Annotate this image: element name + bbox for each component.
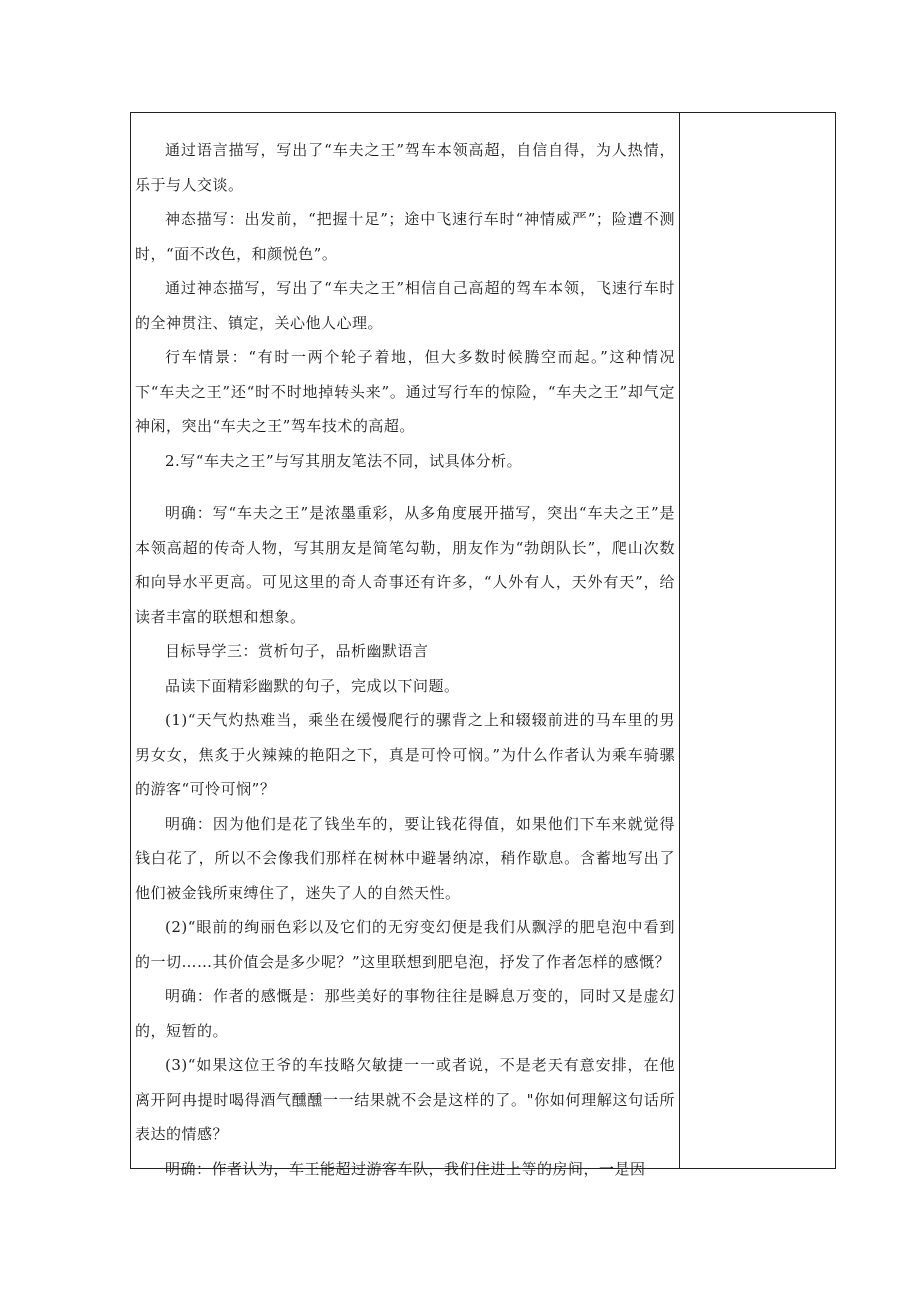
question-item: (3)“如果这位王爷的车技略欠敏捷一一或者说，不是老天有意安排，在他离开阿冉提时喝得酒气醺醺一一结果就不会是这样的了。"你如何理解这句话所表达的情感？ <box>135 1056 675 1143</box>
notes-cell <box>680 113 835 1168</box>
section-heading: 目标导学三：赏析句子，品析幽默语言 <box>165 642 429 660</box>
content-cell <box>131 113 679 1178</box>
paragraph: 品读下面精彩幽默的句子，完成以下问题。 <box>165 676 460 695</box>
paragraph: 通过神态描写，写出了“车夫之王”相信自己高超的驾车本领，飞速行车时的全神贯注、镇定，关心他人心理。 <box>135 279 675 332</box>
paragraph: 神态描写：出发前，“把握十足”；途中飞速行车时“神情威严”；险遭不测时，“面不改色，和颜悦色”。 <box>135 210 675 263</box>
lesson-table <box>130 112 836 1178</box>
paragraph: 行车情景：“有时一两个轮子着地，但大多数时候腾空而起。”这种情况下“车夫之王”还“时不时地掉转头来”。通过写行车的惊险，“车夫之王”却气定神闲，突出“车夫之王”驾车技术的高超。 <box>135 348 675 435</box>
paragraph: 明确：因为他们是花了钱坐车的，要让钱花得值，如果他们下车来就觉得钱白花了，所以不会像我们那样在树林中避暑纳凉，稍作歇息。含蓄地写出了他们被金钱所束缚住了，迷失了人的自然天性。 <box>135 814 675 902</box>
paragraph: 明确：作者认为，车王能超过游客车队，我们住进上等的房间，一是因 <box>165 1159 646 1178</box>
question-item: (2)“眼前的绚丽色彩以及它们的无穷变幻便是我们从飘浮的肥皂泡中看到的一切……其价值会是多少呢？”这里联想到肥皂泡，抒发了作者怎样的感慨？ <box>135 918 675 971</box>
paragraph: 通过语言描写，写出了“车夫之王”驾车本领高超，自信自得，为人热情，乐于与人交谈。 <box>135 141 675 194</box>
paragraph: 明确：写“车夫之王”是浓墨重彩，从多角度展开描写，突出“车夫之王”是本领高超的传奇人物，写其朋友是简笔勾勒，朋友作为“勃朗队长”，爬山次数和向导水平更高。可见这里的奇人奇事还有许多，“人外有人，天外有天”，给读者丰富的联想和想象。 <box>135 504 675 626</box>
question-item: (1)“天气灼热难当，乘坐在缓慢爬行的骡背之上和辍辍前进的马车里的男男女女，焦炙于火辣辣的艳阳之下，真是可怜可悯。”为什么作者认为乘车骑骡的游客“可怜可悯”？ <box>135 711 675 798</box>
question-heading: 2.写“车夫之王”与写其朋友笔法不同，试具体分析。 <box>165 451 523 470</box>
paragraph: 明确：作者的感慨是：那些美好的事物往往是瞬息万变的，同时又是虚幻的，短暂的。 <box>135 987 675 1040</box>
